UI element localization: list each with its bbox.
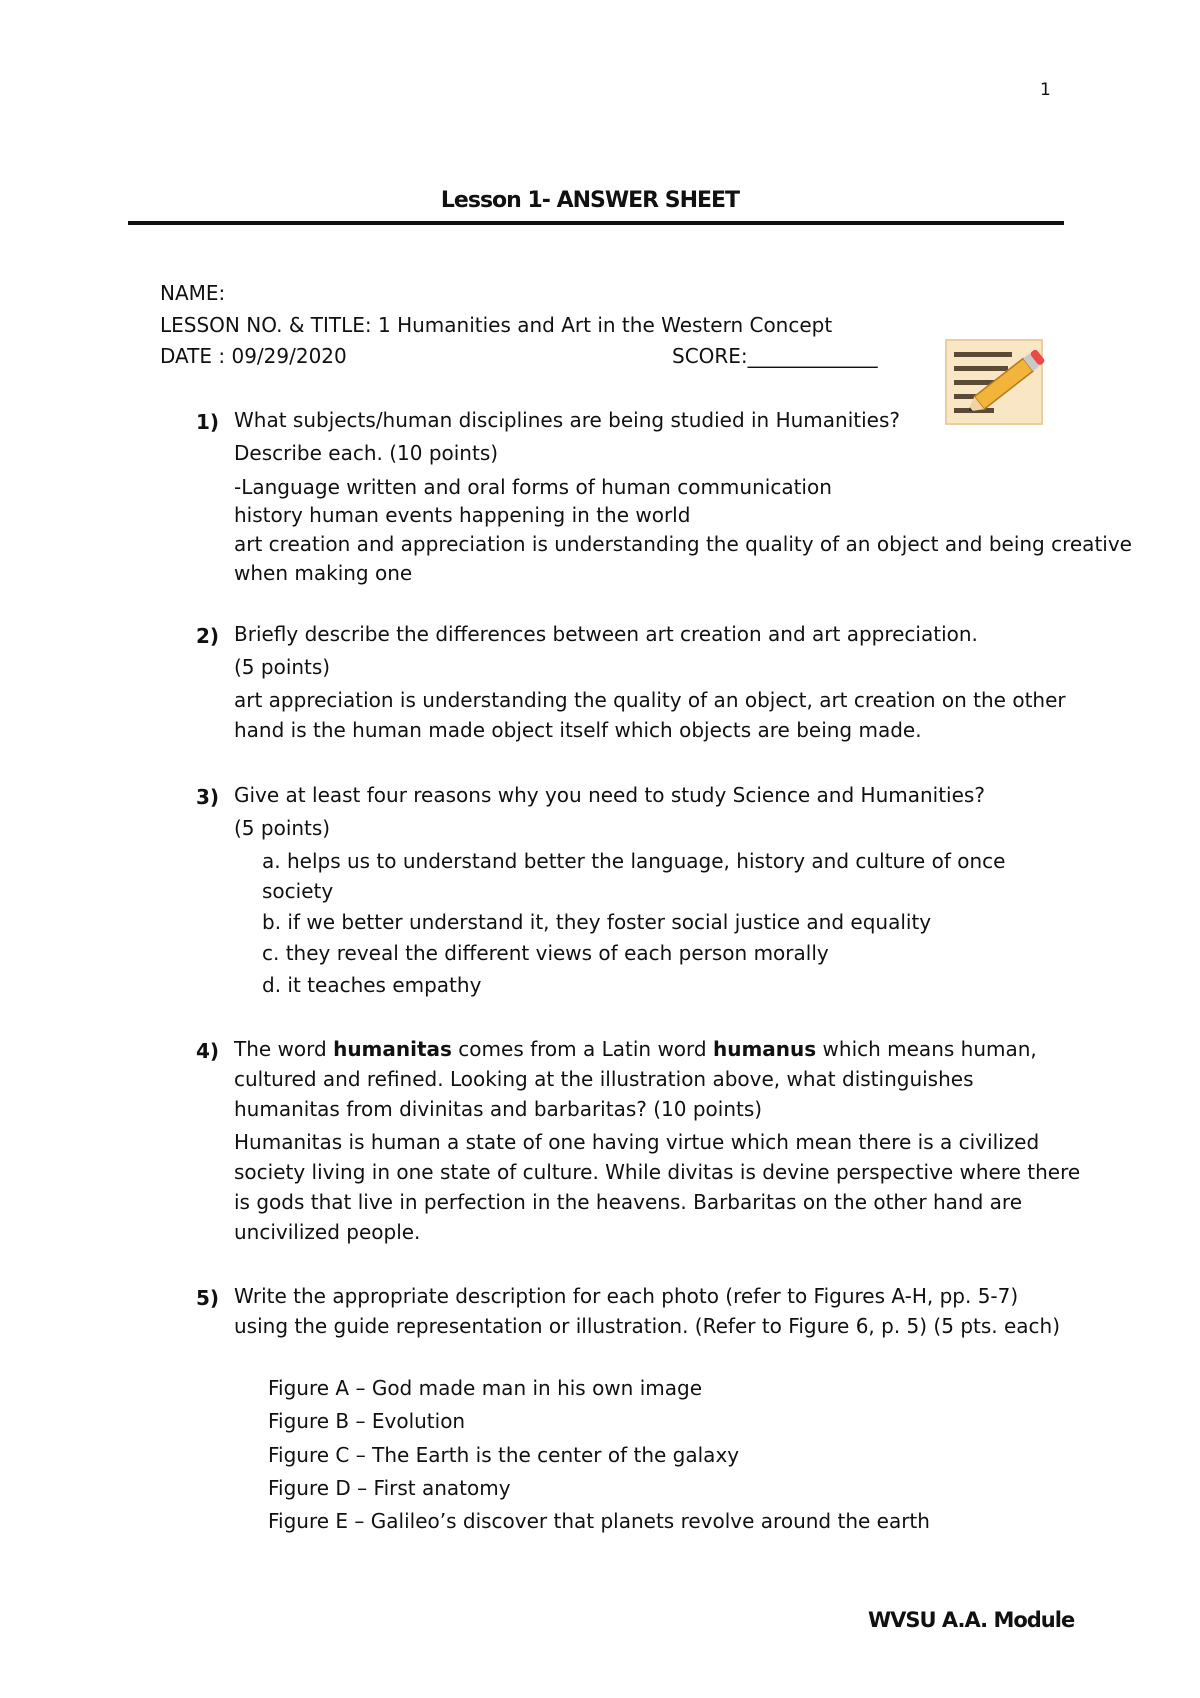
page-title: Lesson 1- ANSWER SHEET [440, 188, 740, 213]
figure-answer-line: Figure C – The Earth is the center of the galaxy [268, 1443, 740, 1467]
question-3-number: 3) [196, 785, 220, 809]
question-3-answer-line: b. if we better understand it, they foster social justice and equality [262, 910, 932, 934]
question-4-prompt-line: cultured and refined. Looking at the illustration above, what distinguishes [234, 1067, 974, 1091]
figure-answer-line: Figure E – Galileo’s discover that planets revolve around the earth [268, 1509, 930, 1533]
lesson-title-field: LESSON NO. & TITLE: 1 Humanities and Art in the Western Concept [160, 313, 833, 337]
question-2-number: 2) [196, 624, 220, 648]
question-2-answer-line: art appreciation is understanding the quality of an object, art creation on the other [234, 688, 1066, 712]
question-1-answer-line: when making one [234, 561, 413, 585]
question-4-number: 4) [196, 1039, 220, 1063]
question-3-prompt-points: (5 points) [234, 816, 331, 840]
score-field: SCORE:_____________ [672, 344, 878, 368]
question-1-number: 1) [196, 410, 220, 434]
question-4-answer-line: is gods that live in perfection in the heavens. Barbaritas on the other hand are [234, 1190, 1022, 1214]
question-3-answer-line: d. it teaches empathy [262, 973, 482, 997]
question-2-answer-line: hand is the human made object itself which objects are being made. [234, 718, 922, 742]
title-rule [128, 221, 1064, 225]
question-5-prompt-line: using the guide representation or illustration. (Refer to Figure 6, p. 5) (5 pts. each) [234, 1314, 1061, 1338]
question-4-answer-line: uncivilized people. [234, 1220, 421, 1244]
question-1-prompt: What subjects/human disciplines are being studied in Humanities? [234, 408, 901, 432]
notepad-pencil-icon [944, 338, 1048, 428]
question-5-prompt: Write the appropriate description for each photo (refer to Figures A-H, pp. 5-7) [234, 1284, 1019, 1308]
footer-module-label: WVSU A.A. Module [868, 1608, 1075, 1632]
question-3-prompt: Give at least four reasons why you need to study Science and Humanities? [234, 783, 985, 807]
question-1-answer-line: history human events happening in the world [234, 503, 691, 527]
question-2-prompt-points: (5 points) [234, 655, 331, 679]
question-4-answer-line: society living in one state of culture. While divitas is devine perspective where there [234, 1160, 1081, 1184]
question-2-prompt: Briefly describe the differences between art creation and art appreciation. [234, 622, 978, 646]
question-4-prompt-line: humanitas from divinitas and barbaritas? (10 points) [234, 1097, 763, 1121]
question-1-prompt-points: Describe each. (10 points) [234, 441, 499, 465]
figure-answer-line: Figure A – God made man in his own image [268, 1376, 702, 1400]
question-3-answer-line: a. helps us to understand better the language, history and culture of once [262, 849, 1006, 873]
question-4-answer-line: Humanitas is human a state of one having virtue which mean there is a civilized [234, 1130, 1040, 1154]
figure-answer-line: Figure B – Evolution [268, 1409, 466, 1433]
question-4-prompt: The word humanitas comes from a Latin word humanus which means human, [234, 1037, 1037, 1061]
name-field: NAME: [160, 281, 226, 305]
date-field: DATE : 09/29/2020 [160, 344, 347, 368]
figure-answer-line: Figure D – First anatomy [268, 1476, 511, 1500]
question-3-answer-line: c. they reveal the different views of each person morally [262, 941, 829, 965]
question-1-answer-line: art creation and appreciation is understanding the quality of an object and being creative [234, 532, 1132, 556]
question-1-answer-line: -Language written and oral forms of human communication [234, 475, 832, 499]
question-3-answer-line: society [262, 879, 334, 903]
question-5-number: 5) [196, 1286, 220, 1310]
page-number: 1 [1040, 80, 1051, 100]
